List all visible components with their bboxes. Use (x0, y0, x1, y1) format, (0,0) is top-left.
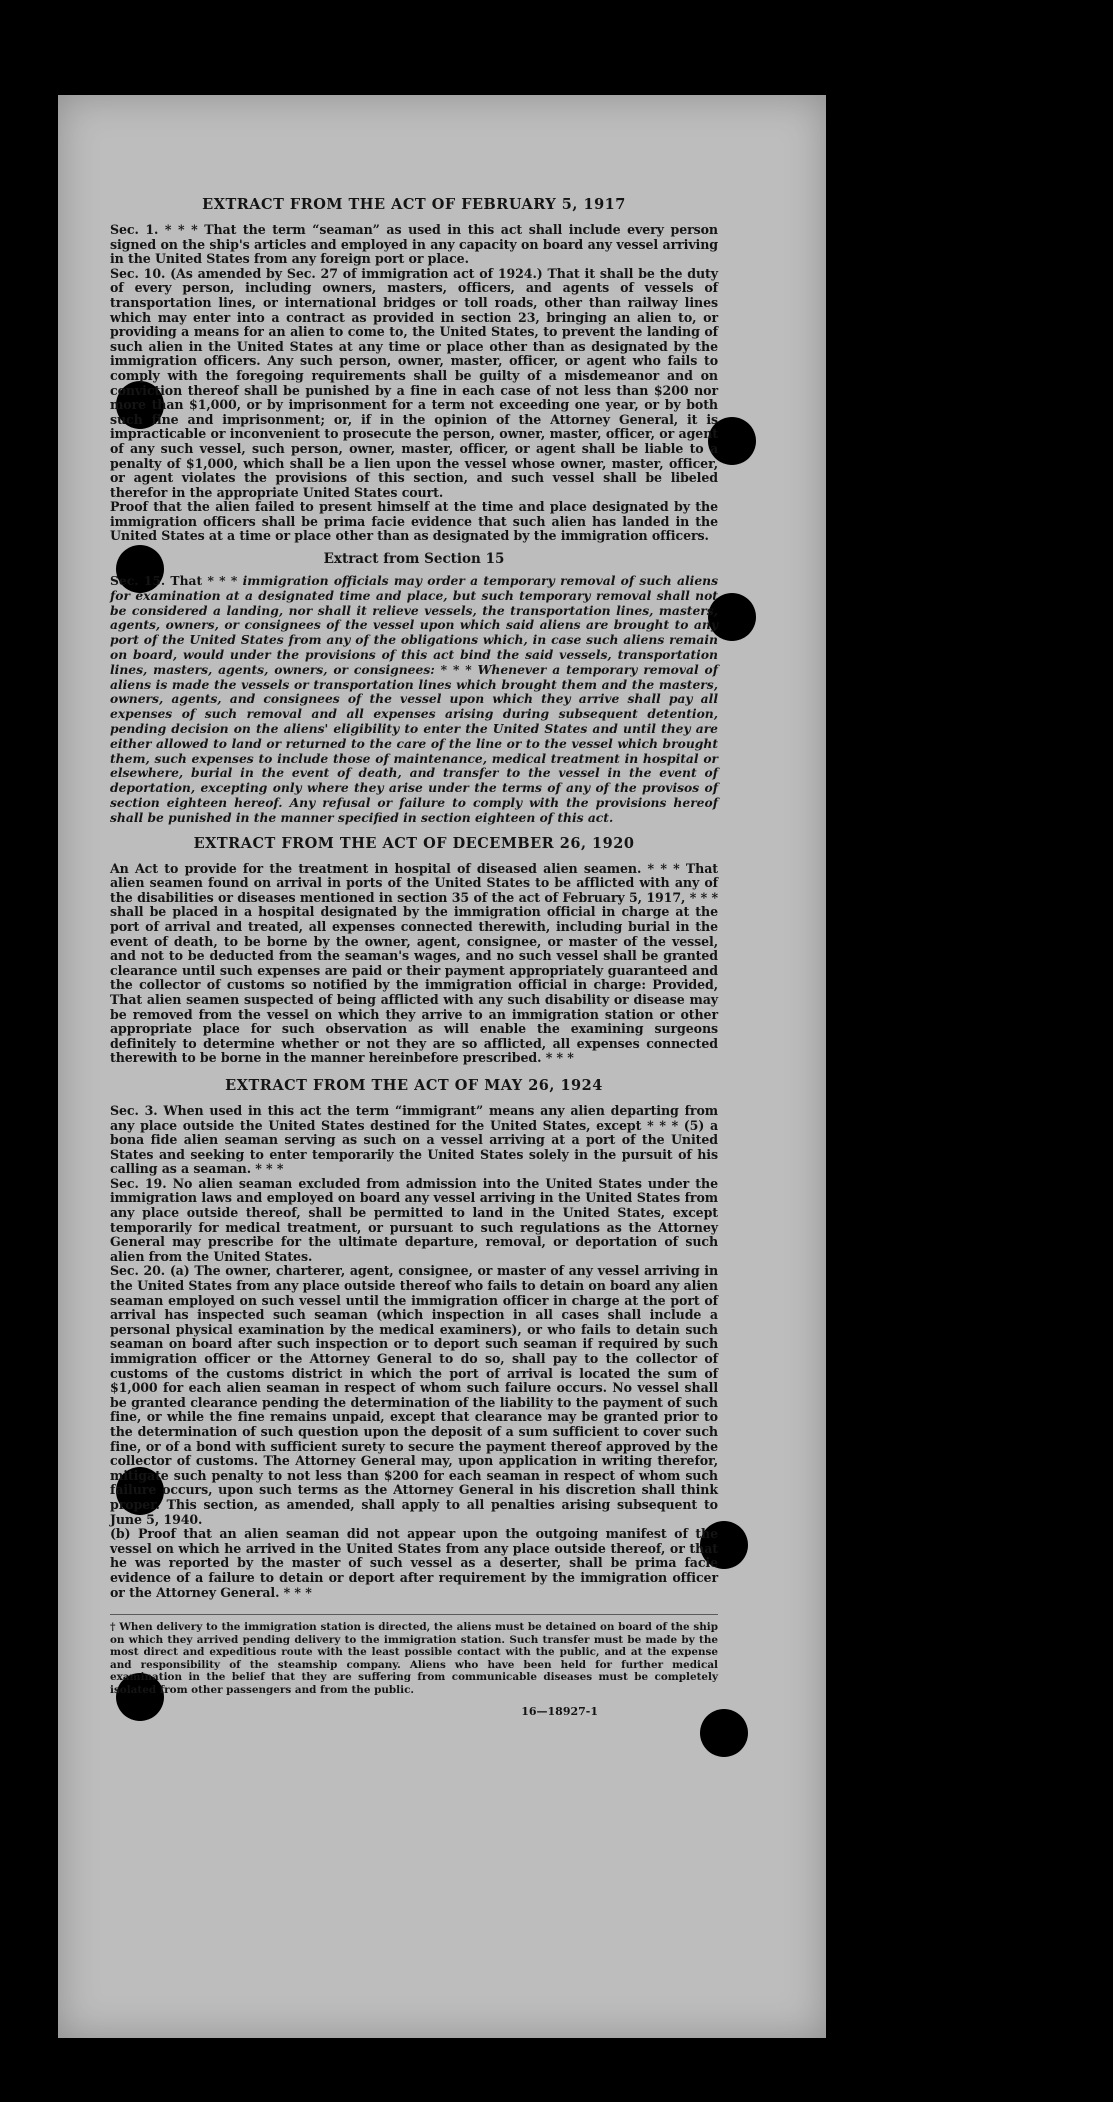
section-19-paragraph: Sec. 19. No alien seaman excluded from admission into the United States under the immigration laws and employed on board any vessel arriving in the United States from any place outside thereof, shall be permitted to land in the United States, except temporarily for medical treatment, or pursuant to such regulations as the Attorney General may prescribe for the ultimate departure, removal, or deportation of such alien from the United States. (110, 1175, 718, 1264)
section-1-paragraph: Sec. 1. * * * That the term “seaman” as used in this act shall include every person signed on the ship's articles and employed in any capacity on board any vessel arriving in the United States from any foreign port or place. (110, 222, 718, 267)
act-1920-heading: EXTRACT FROM THE ACT OF DECEMBER 26, 1920 (193, 834, 635, 852)
act-1920-paragraph: An Act to provide for the treatment in hospital of diseased alien seamen. * * * That alien seamen found on arrival in ports of the United States to be afflicted with any of the disabilities or diseases mentioned in section 35 of the act of February 5, 1917, * * * shall be placed in a hospital designated by the immigration official in charge at the port of arrival and treated, all expenses connected therewith, including burial in the event of death, to be borne by the owner, agent, consignee, or master of the vessel, and not to be deducted from the seaman's wages, and no such vessel shall be granted clearance until such expenses are paid or their payment appropriately guaranteed and the collector of customs so notified by the immigration official in charge: Provided, That alien seamen suspected of being afflicted with any such disability or disease may be removed from the vessel on which they arrive to an immigration station or other appropriate place for such observation as will enable the examining surgeons definitely to determine whether or not they are so afflicted, all expenses connected therewith to be borne in the manner hereinbefore prescribed. * * * (110, 860, 718, 1066)
section-10-proof-paragraph: Proof that the alien failed to present himself at the time and place designated by the immigration officers shall be prima facie evidence that such alien has landed in the United States at a time or place other than as designated by the immigration officers. (110, 499, 718, 544)
section-15-lead: Sec. 15. That * * * (110, 573, 238, 589)
act-1917-heading: EXTRACT FROM THE ACT OF FEBRUARY 5, 1917 (202, 196, 626, 213)
section-10-paragraph: Sec. 10. (As amended by Sec. 27 of immigration act of 1924.) That it shall be the duty of every person, including owners, masters, officers, and agents of vessels of transportation lines, or international bridges or toll roads, other than railway lines which may enter into a contract as provided in section 23, bringing an alien to, or providing a means for an alien to come to, the United States, to prevent the landing of such alien in the United States at any time or place other than as designated by the immigration officers. Any such person, owner, master, officer, or agent who fails to comply with the foregoing requirements shall be guilty of a misdemeanor and on conviction thereof shall be punished by a fine in each case of not less than $200 nor more than $1,000, or by imprisonment for a term not exceeding one year, or by both such fine and imprisonment; or, if in the opinion of the Attorney General, it is impracticable or inconvenient to prosecute the person, owner, master, officer, or agent of any such vessel, such person, owner, master, officer, or agent shall be liable to a penalty of $1,000, which shall be a lien upon the vessel whose owner, master, officer, or agent violates the provisions of this section, and such vessel shall be libeled therefor in the appropriate United States court. (110, 265, 718, 500)
act-1924-heading: EXTRACT FROM THE ACT OF MAY 26, 1924 (225, 1076, 603, 1094)
document-body (110, 195, 718, 1718)
section-3-paragraph: Sec. 3. When used in this act the term “immigrant” means any alien departing from any place outside the United States destined for the United States, except * * * (5) a bona fide alien seaman serving as such on a vessel arriving at a port of the United States and seeking to enter temporarily the United States solely in the pursuit of his calling as a seaman. * * * (110, 1102, 718, 1177)
section-20b-paragraph: (b) Proof that an alien seaman did not appear upon the outgoing manifest of the vessel on which he arrived in the United States from any place outside thereof, or that he was reported by the master of such vessel as a deserter, shall be prima facie evidence of a failure to detain or deport after requirement by the immigration officer or the Attorney General. * * * (110, 1526, 718, 1600)
section-20a-paragraph: Sec. 20. (a) The owner, charterer, agent, consignee, or master of any vessel arriving in the United States from any place outside thereof who fails to detain on board any alien seaman employed on such vessel until the immigration officer in charge at the port of arrival has inspected such seaman (which inspection in all cases shall include a personal physical examination by the medical examiners), or who fails to detain such seaman on board after such inspection or to deport such seaman if required by such immigration officer or the Attorney General to do so, shall pay to the collector of customs of the customs district in which the port of arrival is located the sum of $1,000 for each alien seaman in respect of whom such failure occurs. No vessel shall be granted clearance pending the determination of the liability to the payment of such fine, or while the fine remains unpaid, except that clearance may be granted prior to the determination of such question upon the deposit of a sum sufficient to cover such fine, or of a bond with sufficient surety to secure the payment thereof approved by the collector of customs. The Attorney General may, upon application in writing therefor, mitigate such penalty to not less than $200 for each seaman in respect of whom such failure occurs, upon such terms as the Attorney General in his discretion shall think proper. This section, as amended, shall apply to all penalties arising subsequent to June 5, 1940. (110, 1263, 718, 1527)
section-15-paragraph (110, 574, 718, 826)
document-number: 16—18927-1 (521, 1704, 598, 1718)
document-page (58, 95, 826, 2038)
section-15-heading: Extract from Section 15 (323, 551, 505, 568)
section-15-text: immigration officials may order a temporary removal of such aliens for examination at a designated time and place, but such temporary removal shall not be considered a landing, nor shall it relieve vessels, the transportation lines, masters, agents, owners, or consignees of the vessel upon which said aliens are brought to any port of the United States from any of the obligations which, in case such aliens remain on board, would under the provisions of this act bind the said vessels, transportation lines, masters, agents, owners, or consignees: * * * Whenever a temporary removal of aliens is made the vessels or transportation lines which brought them and the masters, owners, agents, and consignees of the vessel upon which they arrive shall pay all expenses of such removal and all expenses arising during subsequent detention, pending decision on the aliens' eligibility to enter the United States and until they are either allowed to land or returned to the care of the line or to the vessel which brought them, such expenses to include those of maintenance, medical treatment in hospital or elsewhere, burial in the event of death, and transfer to the vessel in the event of deportation, excepting only where they arise under the terms of any of the provisos of section eighteen hereof. Any refusal or failure to comply with the provisions hereof shall be punished in the manner specified in section eighteen of this act. (110, 573, 719, 825)
footnote: † When delivery to the immigration station is directed, the aliens must be detained on board of the ship on which they arrived pending delivery to the immigration station. Such transfer must be made by the most direct and expeditious route with the least possible contact with the public, and at the expense and responsibility of the steamship company. Aliens who have been held for further medical examination in the belief that they are suffering from communicable diseases must be completely isolated from other passengers and from the public. (110, 1614, 718, 1697)
